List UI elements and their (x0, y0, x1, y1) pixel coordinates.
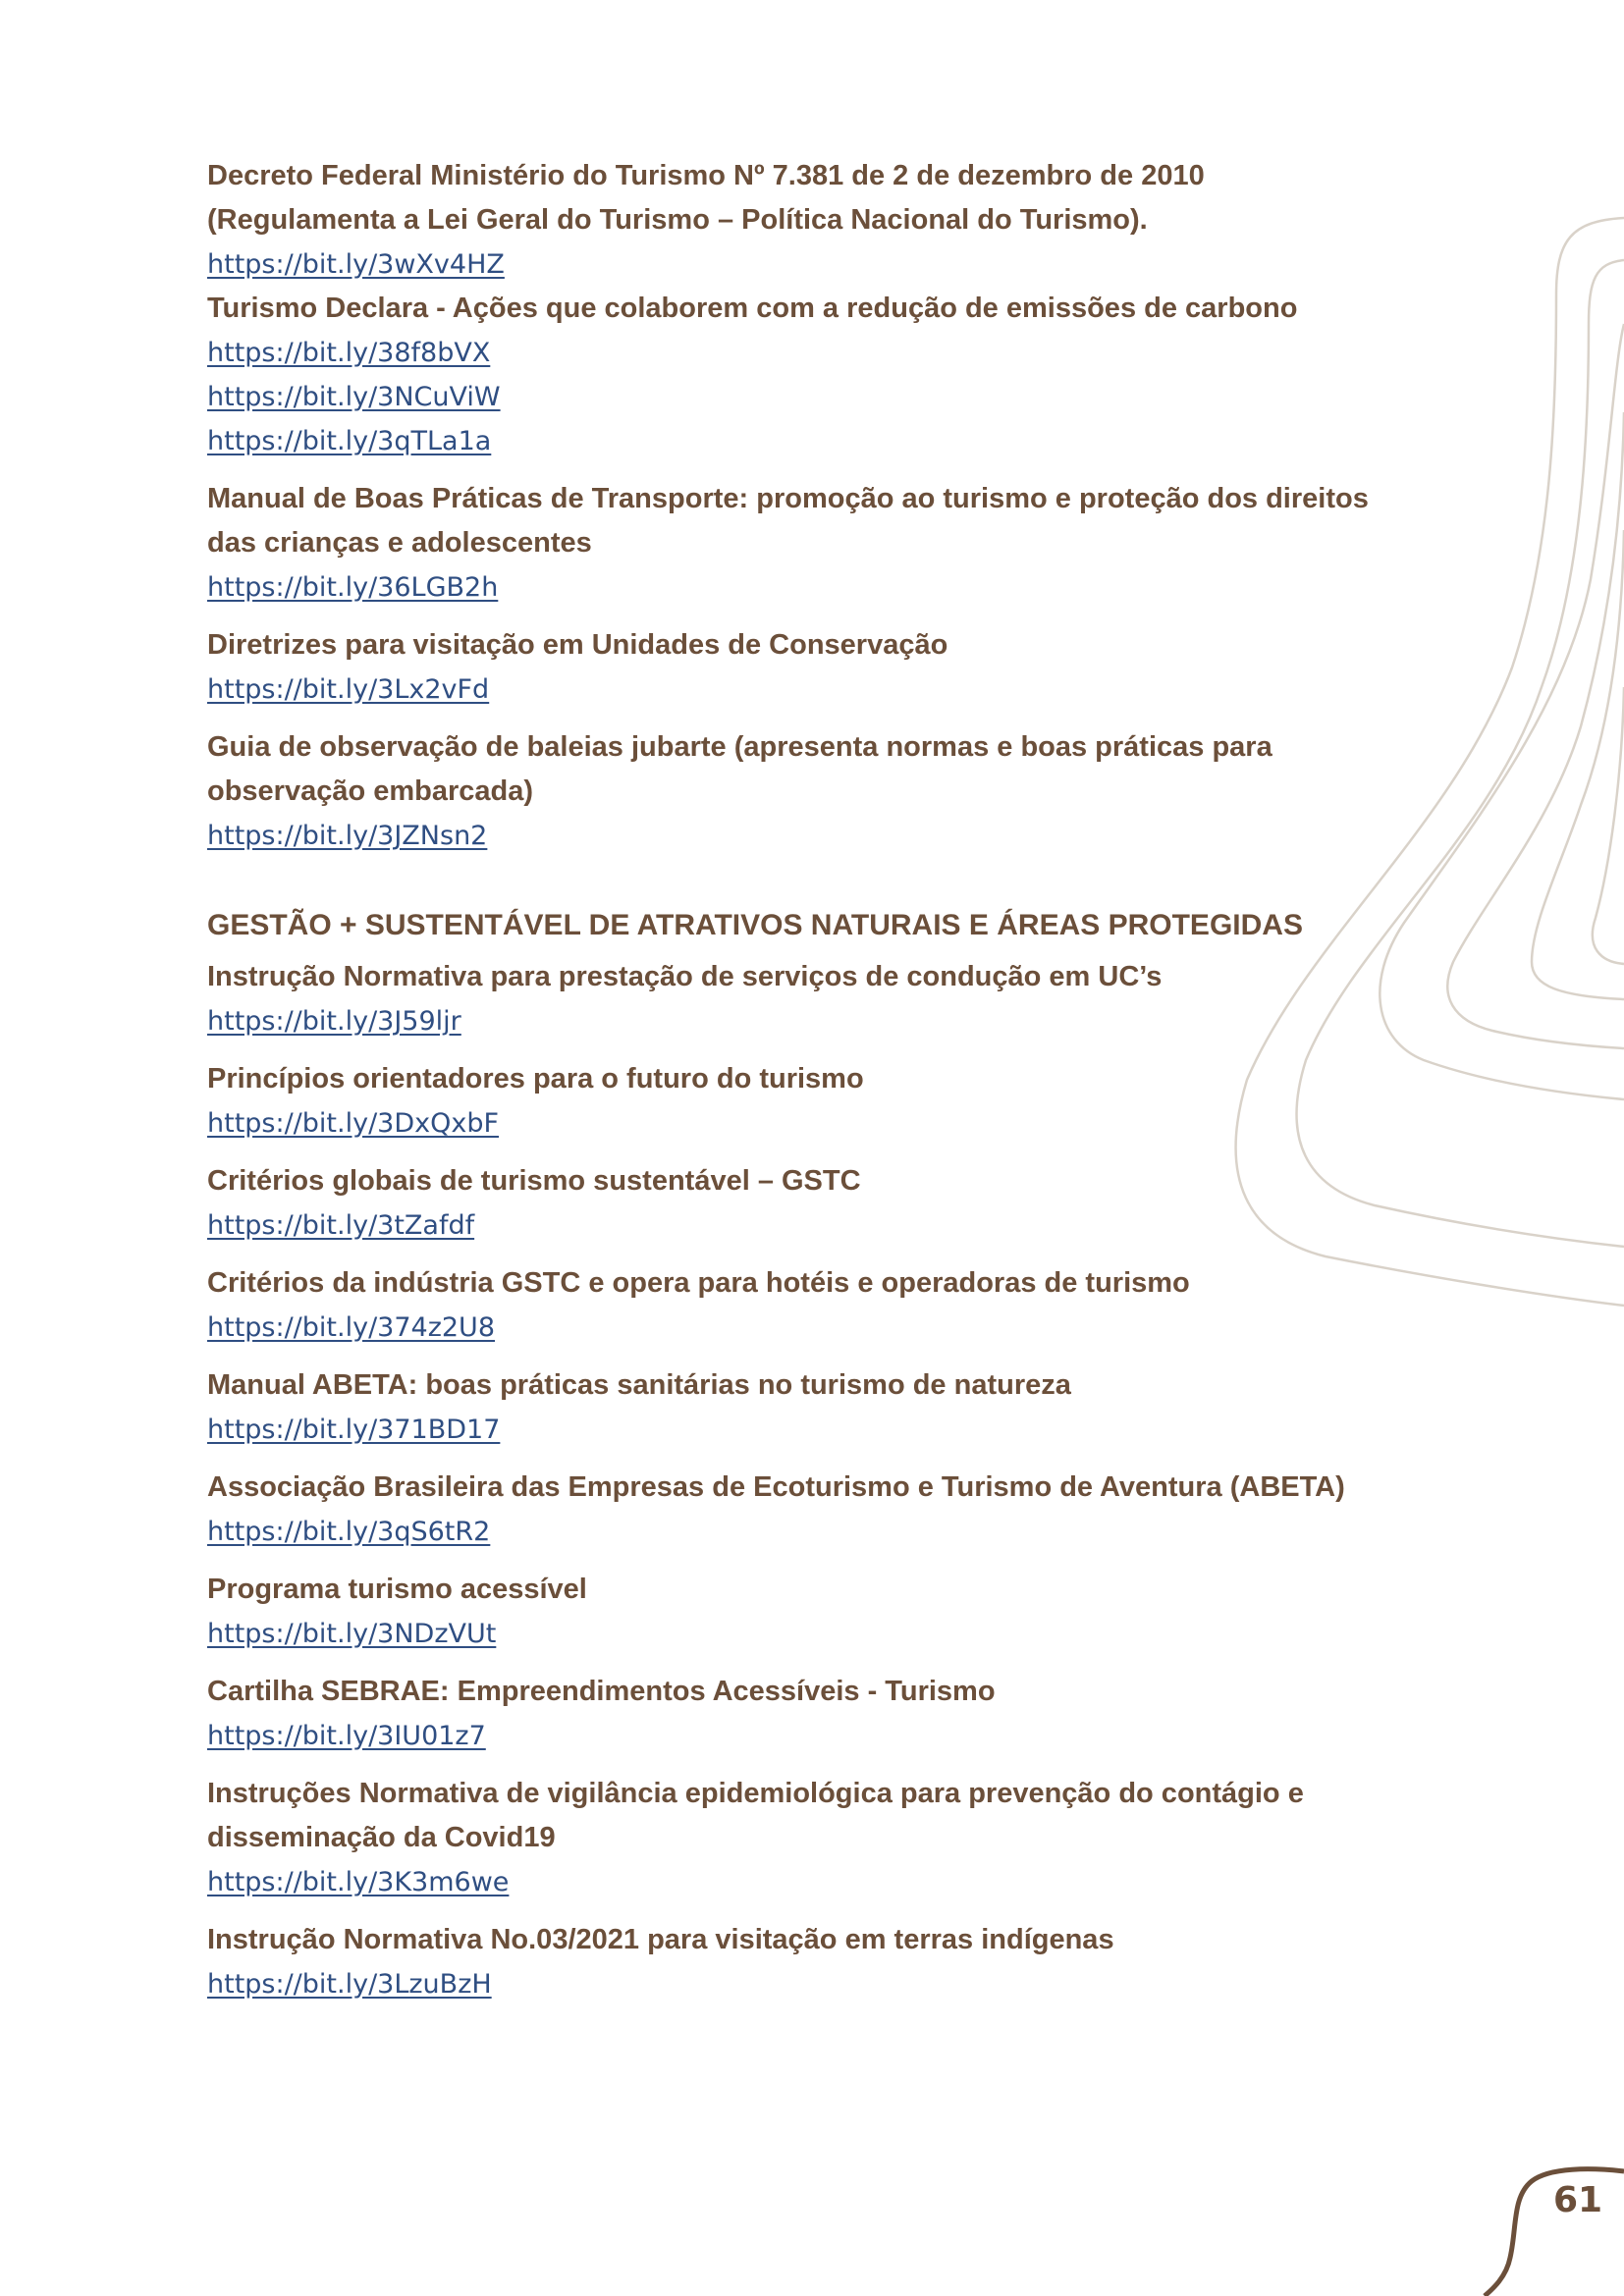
reference-entry (207, 1057, 1415, 1146)
reference-link[interactable]: https://bit.ly/3qTLa1a (207, 426, 492, 456)
reference-entry (207, 623, 1415, 712)
reference-title: Diretrizes para visitação em Unidades de Conservação (207, 629, 948, 661)
reference-title: Cartilha SEBRAE: Empreendimentos Acessíveis - Turismo (207, 1676, 996, 1707)
reference-entry (207, 1261, 1415, 1350)
reference-title: Princípios orientadores para o futuro do turismo (207, 1063, 864, 1095)
reference-title: Instruções Normativa de vigilância epidemiológica para prevenção do contágio e (207, 1778, 1304, 1809)
top-entries (207, 154, 1415, 858)
reference-link[interactable]: https://bit.ly/3J59ljr (207, 1006, 461, 1037)
reference-title: Programa turismo acessível (207, 1574, 587, 1605)
references-list (207, 154, 1415, 2020)
reference-link[interactable]: https://bit.ly/371BD17 (207, 1415, 501, 1445)
reference-link[interactable]: https://bit.ly/3IU01z7 (207, 1721, 486, 1751)
reference-entry (207, 1568, 1415, 1656)
reference-link[interactable]: https://bit.ly/36LGB2h (207, 572, 499, 603)
reference-title: Associação Brasileira das Empresas de Ecoturismo e Turismo de Aventura (ABETA) (207, 1471, 1345, 1503)
reference-link[interactable]: https://bit.ly/38f8bVX (207, 338, 491, 368)
reference-entry (207, 287, 1415, 463)
reference-link[interactable]: https://bit.ly/3JZNsn2 (207, 821, 488, 851)
reference-title: Instrução Normativa para prestação de serviços de condução em UC’s (207, 961, 1163, 992)
reference-entry (207, 1159, 1415, 1248)
reference-entry (207, 725, 1415, 858)
reference-link[interactable]: https://bit.ly/3qS6tR2 (207, 1517, 491, 1547)
reference-title: Manual ABETA: boas práticas sanitárias no turismo de natureza (207, 1369, 1071, 1401)
reference-link[interactable]: https://bit.ly/3wXv4HZ (207, 249, 505, 280)
reference-title: Manual de Boas Práticas de Transporte: promoção ao turismo e proteção dos direitos (207, 483, 1369, 514)
reference-title: Turismo Declara - Ações que colaborem com a redução de emissões de carbono (207, 293, 1298, 324)
reference-link[interactable]: https://bit.ly/374z2U8 (207, 1312, 495, 1343)
reference-link[interactable]: https://bit.ly/3NCuViW (207, 382, 501, 412)
reference-entry (207, 955, 1415, 1043)
reference-title: Decreto Federal Ministério do Turismo Nº 7.381 de 2 de dezembro de 2010 (207, 160, 1205, 191)
reference-link[interactable]: https://bit.ly/3LzuBzH (207, 1969, 492, 2000)
reference-title: das crianças e adolescentes (207, 527, 592, 559)
section-heading: GESTÃO + SUSTENTÁVEL DE ATRATIVOS NATURAIS E ÁREAS PROTEGIDAS (207, 909, 1303, 941)
reference-title: Guia de observação de baleias jubarte (apresenta normas e boas práticas para (207, 731, 1272, 763)
reference-link[interactable]: https://bit.ly/3Lx2vFd (207, 674, 490, 705)
reference-link[interactable]: https://bit.ly/3tZafdf (207, 1210, 475, 1241)
reference-entry (207, 1772, 1415, 1904)
reference-title: Critérios globais de turismo sustentável – GSTC (207, 1165, 861, 1197)
reference-link[interactable]: https://bit.ly/3K3m6we (207, 1867, 510, 1897)
section-entries (207, 955, 1415, 2006)
reference-title: Critérios da indústria GSTC e opera para hotéis e operadoras de turismo (207, 1267, 1190, 1299)
page-number: 61 (1553, 2180, 1603, 2220)
reference-entry (207, 1363, 1415, 1452)
reference-entry (207, 154, 1415, 287)
reference-entry (207, 1670, 1415, 1758)
reference-title: Instrução Normativa No.03/2021 para visitação em terras indígenas (207, 1924, 1114, 1955)
reference-entry (207, 477, 1415, 610)
reference-link[interactable]: https://bit.ly/3NDzVUt (207, 1619, 497, 1649)
reference-entry (207, 1466, 1415, 1554)
reference-link[interactable]: https://bit.ly/3DxQxbF (207, 1108, 500, 1139)
reference-title: observação embarcada) (207, 775, 534, 807)
reference-entry (207, 1918, 1415, 2006)
reference-title: (Regulamenta a Lei Geral do Turismo – Política Nacional do Turismo). (207, 204, 1148, 236)
reference-title: disseminação da Covid19 (207, 1822, 556, 1853)
